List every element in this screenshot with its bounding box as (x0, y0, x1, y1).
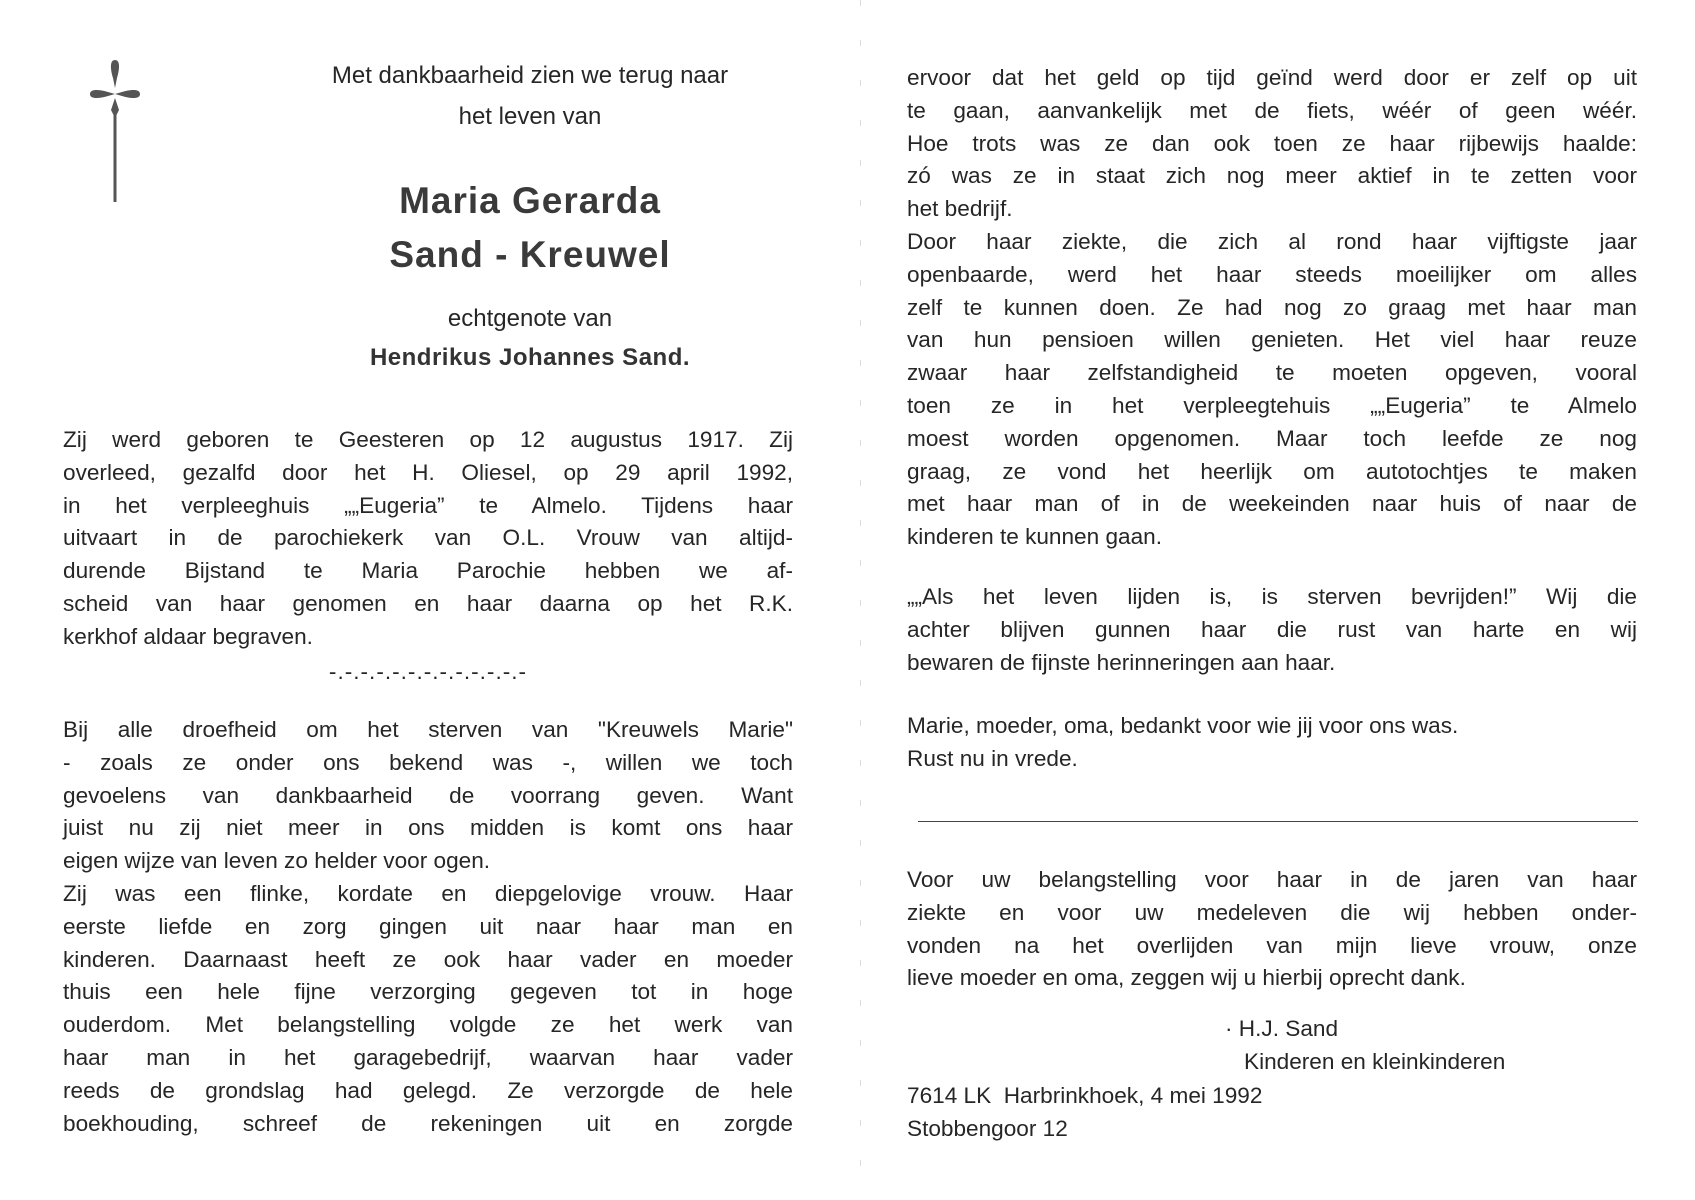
text-line: haar man in het garagebedrijf, waarvan haar vader (63, 1044, 793, 1070)
text-line: het bedrijf. (907, 196, 1013, 222)
biography-paragraph (63, 424, 793, 654)
signature-name: · H.J. Sand (1225, 1016, 1339, 1041)
text-line: Hoe trots was ze dan ook toen ze haar rijbewijs haalde: (907, 130, 1637, 156)
text-line: ziekte en voor uw medeleven die wij hebben onder- (907, 899, 1637, 925)
text-line: kerkhof aldaar begraven. (63, 623, 313, 649)
text-line: thuis een hele fijne verzorging gegeven tot in hoge (63, 979, 793, 1005)
text-line: Door haar ziekte, die zich al rond haar vijftigste jaar (907, 228, 1637, 254)
deceased-name (250, 174, 810, 282)
farewell-paragraph (907, 710, 1637, 776)
text-line: in het verpleeghuis „„Eugeria” te Almelo. Tijdens haar (63, 492, 793, 518)
divider-rule (918, 821, 1638, 822)
text-line: „„Als het leven lijden is, is sterven bevrijden!” Wij die (907, 584, 1637, 609)
text-line: Zij was een flinke, kordate en diepgelovige vrouw. Haar (63, 880, 793, 906)
text-line: graag, ze vond het heerlijk om autotochtjes te maken (907, 458, 1637, 484)
text-line: Bij alle droefheid om het sterven van "Kreuwels Marie" (63, 717, 793, 742)
text-line: Marie, moeder, oma, bedankt voor wie jij voor ons was. (907, 713, 1459, 738)
text-line: Voor uw belangstelling voor haar in de jaren van haar (907, 867, 1637, 892)
text-line: boekhouding, schreef de rekeningen uit en zorgde (63, 1110, 793, 1136)
spouse-intro: echtgenote van (447, 305, 613, 332)
address-street: Stobbengoor 12 (907, 1116, 1068, 1141)
text-line: zelf te kunnen doen. Ze had nog zo graag met haar man (907, 294, 1637, 320)
text-line: van hun pensioen willen genieten. Het viel haar reuze (907, 327, 1637, 353)
intro-heading (250, 60, 810, 133)
intro-line-2: het leven van (458, 103, 602, 130)
text-line: uitvaart in de parochiekerk van O.L. Vrouw van altijd- (63, 525, 793, 551)
deceased-given-names: Maria Gerarda (399, 180, 661, 221)
text-line: overleed, gezalfd door het H. Oliesel, op 29 april 1992, (63, 459, 793, 485)
separator: -.-.-.-.-.-.-.-.-.-.-.-.- (328, 659, 528, 684)
text-line: kinderen te kunnen gaan. (907, 524, 1163, 550)
quote-paragraph (907, 581, 1637, 679)
intro-line-1: Met dankbaarheid zien we terug naar (331, 62, 729, 89)
card-fold-line (860, 0, 861, 1200)
address-date: 7614 LK Harbrinkhoek, 4 mei 1992 (907, 1083, 1263, 1108)
text-line: bewaren de fijnste herinneringen aan haar. (907, 649, 1336, 675)
text-line: scheid van haar genomen en haar daarna op het R.K. (63, 590, 793, 616)
cross-icon (88, 58, 142, 204)
text-line: te gaan, aanvankelijk met de fiets, wéér of geen wéér. (907, 97, 1637, 123)
text-line: zwaar haar zelfstandigheid te moeten opgeven, vooral (907, 360, 1637, 386)
text-line: eerste liefde en zorg gingen uit naar haar man en (63, 913, 793, 939)
text-line: ouderdom. Met belangstelling volgde ze het werk van (63, 1012, 793, 1038)
text-line: lieve moeder en oma, zeggen wij u hierbij oprecht dank. (907, 965, 1466, 991)
signature-family: Kinderen en kleinkinderen (1244, 1049, 1506, 1074)
text-line: met haar man of in de weekeinden naar huis of naar de (907, 491, 1637, 517)
text-line: kinderen. Daarnaast heeft ze ook haar vader en moeder (63, 946, 793, 972)
deceased-surname: Sand - Kreuwel (389, 234, 671, 275)
text-line: reeds de grondslag had gelegd. Ze verzorgde de hele (63, 1077, 793, 1103)
text-line: - zoals ze onder ons bekend was -, willen we toch (63, 749, 793, 775)
spouse-name: Hendrikus Johannes Sand. (369, 344, 691, 371)
text-line: openbaarde, werd het haar steeds moeilijker om alles (907, 261, 1637, 287)
thanks-paragraph (907, 864, 1637, 995)
text-line: Zij werd geboren te Geesteren op 12 augustus 1917. Zij (63, 427, 793, 452)
remembrance-paragraph (63, 714, 793, 1140)
text-line: Rust nu in vrede. (907, 745, 1078, 771)
text-line: durende Bijstand te Maria Parochie hebben we af- (63, 558, 793, 584)
text-line: gevoelens van dankbaarheid de voorrang geven. Want (63, 782, 793, 808)
text-line: zó was ze in staat zich nog meer aktief in te zetten voor (907, 163, 1637, 189)
text-line: moest worden opgenomen. Maar toch leefde ze nog (907, 425, 1637, 451)
text-line: toen ze in het verpleegtehuis „„Eugeria” te Almelo (907, 392, 1637, 418)
text-line: achter blijven gunnen haar die rust van harte en wij (907, 616, 1637, 642)
text-line: vonden na het overlijden van mijn lieve vrouw, onze (907, 932, 1637, 958)
text-line: juist nu zij niet meer in ons midden is komt ons haar (63, 815, 793, 841)
life-story-paragraph (907, 62, 1637, 554)
text-line: eigen wijze van leven zo helder voor ogen. (63, 848, 491, 874)
text-line: ervoor dat het geld op tijd geïnd werd door er zelf op uit (907, 65, 1637, 90)
